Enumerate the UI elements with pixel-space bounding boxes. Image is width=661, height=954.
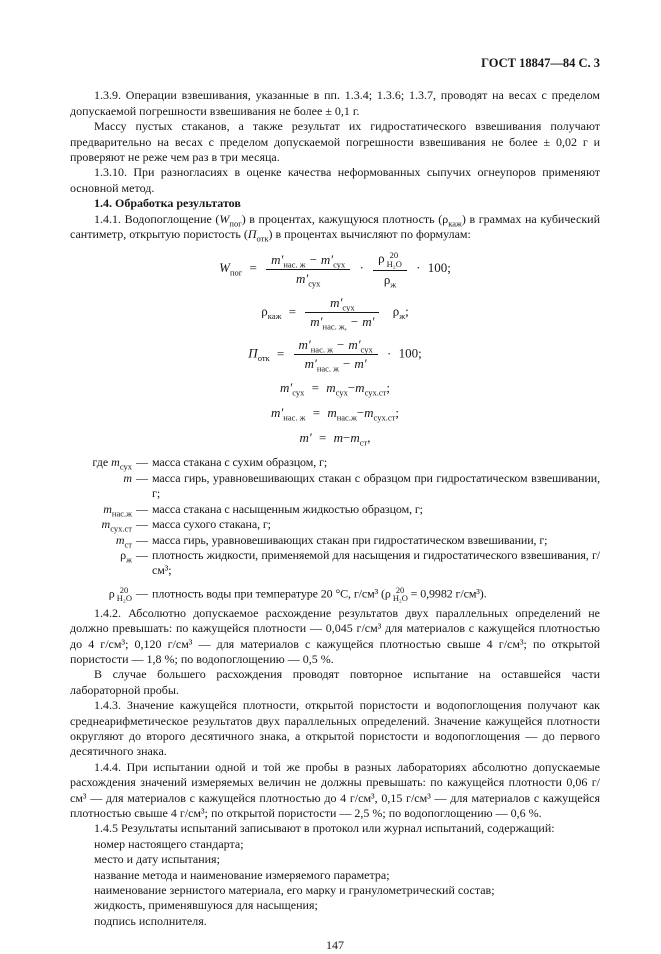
punctuation: ; (405, 303, 409, 319)
math-symbol: ρ (392, 303, 400, 319)
formula-open-porosity (70, 337, 600, 374)
definition-dash: — (136, 501, 148, 516)
math-superscript: 20 (389, 250, 399, 261)
math-subscript: H₂O (116, 593, 132, 604)
symbol-definition-row (70, 548, 600, 579)
minus-sign: − (350, 314, 359, 330)
paragraph-1-3-10: 1.3.10. При разногласиях в оценке качества неформованных сыпучих огнеупоров применяют основной метод. (70, 165, 600, 195)
list-item: жидкость, применявшуюся для насыщения; (94, 898, 318, 913)
paragraph-1-4-3: 1.4.3. Значение кажущейся плотности, открытой пористости и водопоглощения получают как среднеарифметическое результатов двух параллельных определений. Значение кажущейся плотности округляют до второго десятичного знака, а открытой пористости и водопоглощения — до первого десятичного знака. (70, 698, 600, 759)
math-symbol: П (247, 227, 257, 242)
text-run: = 0,9982 г/см³). (407, 585, 487, 600)
formula-block (70, 251, 600, 446)
symbol-term (70, 455, 132, 470)
math-symbol: m′ (330, 295, 343, 311)
equals-sign: = (288, 303, 297, 319)
symbol-description: масса стакана с сухим образцом, г; (152, 455, 328, 470)
math-subscript: H₂O (392, 593, 408, 604)
math-subscript: ст (124, 539, 132, 549)
symbol-definition-row (70, 455, 600, 470)
fraction (373, 250, 407, 290)
math-symbol: m′ (304, 356, 317, 372)
numerator (373, 251, 407, 271)
math-symbol: m (350, 430, 360, 446)
formula-m-dry (70, 380, 600, 396)
math-subscript: нас. ж, (322, 321, 347, 332)
fraction (305, 295, 379, 332)
math-subscript: нас.ж (336, 412, 357, 423)
math-symbol: W (219, 211, 230, 226)
text-run: ) в граммах на кубический сантиметр, открытую пористость ( (70, 211, 601, 242)
text-run: ) в процентах, кажущуюся плотность ( (241, 211, 443, 226)
punctuation: , (367, 430, 371, 446)
math-subscript: пог (229, 267, 243, 278)
math-symbol: m (364, 405, 374, 421)
minus-sign: − (356, 405, 365, 421)
protocol-items-list (70, 837, 600, 929)
formula-apparent-density (70, 295, 600, 332)
list-item: номер настоящего стандарта; (94, 836, 244, 851)
numerator (266, 253, 350, 270)
math-symbol: m′ (271, 251, 284, 267)
symbol-definition-row (70, 586, 600, 603)
math-symbol: m (111, 455, 120, 470)
symbol-definition-row (70, 517, 600, 532)
supsub-stack (117, 586, 132, 603)
math-subscript: сух (360, 344, 373, 355)
formula-water-absorption (70, 250, 600, 290)
math-constant: 100; (427, 260, 451, 276)
list-item: наименование зернистого материала, его марку и гранулометрический состав; (94, 883, 495, 898)
symbol-description (152, 586, 600, 603)
list-item: подпись исполнителя. (94, 913, 207, 928)
math-subscript: пог (229, 218, 242, 229)
section-heading-1-4: 1.4. Обработка результатов (94, 196, 241, 211)
supsub-stack (393, 586, 408, 603)
math-symbol: m (103, 501, 112, 516)
math-superscript: 20 (119, 584, 129, 595)
math-symbol: m′ (348, 337, 361, 353)
fraction (266, 251, 350, 289)
symbol-description: масса гирь, уравновешивающих стакан с образцом при гидростатическом взвешивании, г; (152, 470, 600, 501)
symbol-definitions (70, 455, 600, 602)
definition-dash: — (136, 517, 148, 532)
definition-dash: — (136, 470, 148, 485)
math-symbol: ρ (442, 211, 449, 226)
math-symbol: m′ (296, 270, 309, 286)
math-subscript: отк (257, 353, 270, 364)
math-symbol: ρ (120, 547, 127, 562)
paragraph-1-4-4: 1.4.4. При испытании одной и той же пробы в разных лабораториях абсолютно допускаемые расхождения значений измеряемых величин не должны превышать: по кажущейся плотности 0,06 г/см³ — для материалов с кажущейся плотностью до 4 г/см³, 0,15 г/см³ — для материалов с кажущейся плотностью свыше 4 г/см³; по открытой пористости — 2,5 %; по водопоглощению — 0,6 %. (70, 759, 600, 820)
math-subscript: сух (335, 387, 348, 398)
math-symbol: m′ (310, 314, 323, 330)
definition-dash: — (136, 585, 148, 600)
math-subscript: нас. ж (283, 259, 306, 270)
symbol-description: масса сухого стакана, г; (152, 517, 271, 532)
list-item: место и дату испытания; (94, 852, 220, 867)
text-run: 1.4.1. Водопоглощение ( (94, 211, 220, 226)
math-symbol: m (326, 380, 336, 396)
symbol-term (70, 471, 132, 486)
paragraph-1-3-9: 1.3.9. Операции взвешивания, указанные в пп. 1.3.4; 1.3.6; 1.3.7, проводят на весах с пределом допускаемой погрешности взвешивания не более ± 0,1 г. (70, 88, 600, 118)
math-subscript: нас.ж (111, 508, 132, 519)
math-subscript: ст (359, 437, 368, 448)
math-symbol: m (355, 380, 365, 396)
punctuation: ; (386, 380, 390, 396)
fraction (294, 337, 378, 374)
paragraph-1-4-1 (70, 212, 600, 243)
minus-sign: − (309, 251, 317, 267)
math-subscript: каж (448, 218, 462, 229)
denominator (305, 313, 379, 332)
equals-sign: = (311, 380, 320, 396)
symbol-description: плотность жидкости, применяемой для насыщения и гидростатического взвешивания, г/см³; (152, 547, 600, 578)
math-subscript: нас. ж (316, 363, 340, 374)
math-subscript: ж (390, 279, 397, 290)
numerator (305, 296, 379, 313)
math-symbol: m′ (320, 251, 334, 267)
definition-dash: — (136, 455, 148, 470)
equals-sign: = (276, 345, 285, 361)
minus-sign: − (347, 380, 356, 396)
symbol-term (70, 533, 132, 548)
minus-sign: − (343, 356, 351, 372)
math-symbol: m′ (298, 337, 311, 353)
math-subscript: ж (399, 311, 406, 322)
math-constant: 100; (398, 345, 422, 361)
multiply-dot: · (359, 260, 364, 276)
supsub-stack (387, 251, 402, 268)
paragraph-retest: В случае большего расхождения проводят повторное испытание на оставшейся части лабораторной пробы. (70, 667, 600, 697)
document-header: ГОСТ 18847—84 С. 3 (481, 56, 600, 70)
text-run: где (92, 455, 112, 470)
math-subscript: отк (256, 233, 269, 244)
formula-m-saturated (70, 405, 600, 421)
symbol-description: масса стакана с насыщенным жидкостью образцом, г; (152, 501, 423, 516)
symbol-term (70, 548, 132, 563)
math-subscript: сух (119, 461, 132, 472)
math-symbol: m (101, 517, 111, 532)
math-symbol: m′ (354, 356, 367, 372)
math-symbol: m (115, 532, 125, 547)
math-symbol: m′ (362, 314, 375, 330)
math-symbol: П (248, 345, 258, 361)
paragraph-empty-beakers: Массу пустых стаканов, а также результат их гидростатического взвешивания получают предварительно на весах с пределом допускаемой погрешности взвешивания не более ± 0,02 г и проверяют не реже чем раз в три месяца. (70, 119, 600, 165)
math-symbol: ρ (383, 272, 391, 288)
punctuation: ; (395, 405, 399, 421)
math-subscript: ж (126, 554, 132, 565)
paragraph-1-4-5: 1.4.5 Результаты испытаний записывают в протокол или журнал испытаний, содержащий: (94, 821, 555, 836)
symbol-term (70, 502, 132, 517)
numerator (294, 338, 378, 355)
paragraph-1-4-2: 1.4.2. Абсолютно допускаемое расхождение результатов двух параллельных определений не должно превышать: по кажущейся плотности — 0,045 г/см³ для материалов с кажущейся плотностью до 4 г/см³; 0,120 г/см³ — для материалов с кажущейся плотностью свыше 4 г/см³; по открытой пористости — 1,8 %; по водопоглощению — 0,5 %. (70, 605, 600, 666)
multiply-dot: · (416, 260, 421, 276)
definition-dash: — (136, 547, 148, 562)
math-subscript: нас. ж (283, 412, 306, 423)
math-subscript: каж (267, 311, 282, 322)
equals-sign: = (319, 430, 327, 446)
math-subscript: сух (292, 387, 305, 398)
math-symbol: m (333, 430, 343, 446)
text-run: ) в процентах вычисляют по формулам: (268, 227, 471, 242)
math-symbol: m′ (299, 430, 312, 446)
multiply-dot: · (386, 345, 392, 361)
math-subscript: H₂O (386, 258, 402, 269)
text-run: плотность воды при температуре 20 °C, г/см³ (ρ (152, 585, 391, 600)
math-subscript: сух (308, 278, 321, 289)
denominator (294, 355, 378, 374)
symbol-definition-row (70, 502, 600, 517)
math-subscript: сух.ст (373, 412, 396, 423)
math-subscript: нас. ж (310, 344, 333, 355)
math-subscript: сух (333, 259, 346, 270)
symbol-term (70, 586, 132, 603)
math-symbol: m (327, 405, 337, 421)
math-symbol: W (219, 260, 230, 276)
math-subscript: сух.ст (110, 523, 132, 534)
symbol-definition-row (70, 533, 600, 548)
symbol-term (70, 517, 132, 532)
equals-sign: = (249, 260, 257, 276)
equals-sign: = (312, 405, 321, 421)
minus-sign: − (336, 337, 345, 353)
definition-dash: — (136, 532, 148, 547)
math-superscript: 20 (395, 584, 405, 595)
denominator (266, 270, 350, 289)
math-symbol: m′ (271, 405, 284, 421)
math-symbol: m (123, 470, 132, 485)
math-subscript: сух.ст (364, 387, 387, 398)
formula-m-prime (70, 430, 600, 446)
math-symbol: ρ (108, 585, 115, 600)
math-symbol: ρ (261, 303, 268, 319)
math-subscript: сух (342, 302, 355, 313)
list-item: название метода и наименование измеряемого параметра; (94, 867, 390, 882)
denominator (373, 271, 407, 290)
symbol-definition-row (70, 471, 600, 502)
page-number: 147 (326, 938, 344, 953)
math-symbol: ρ (378, 250, 385, 266)
symbol-description: масса гирь, уравновешивающих стакан при гидростатическом взвешивании, г; (152, 532, 548, 547)
minus-sign: − (342, 430, 351, 446)
math-symbol: m′ (280, 380, 293, 396)
